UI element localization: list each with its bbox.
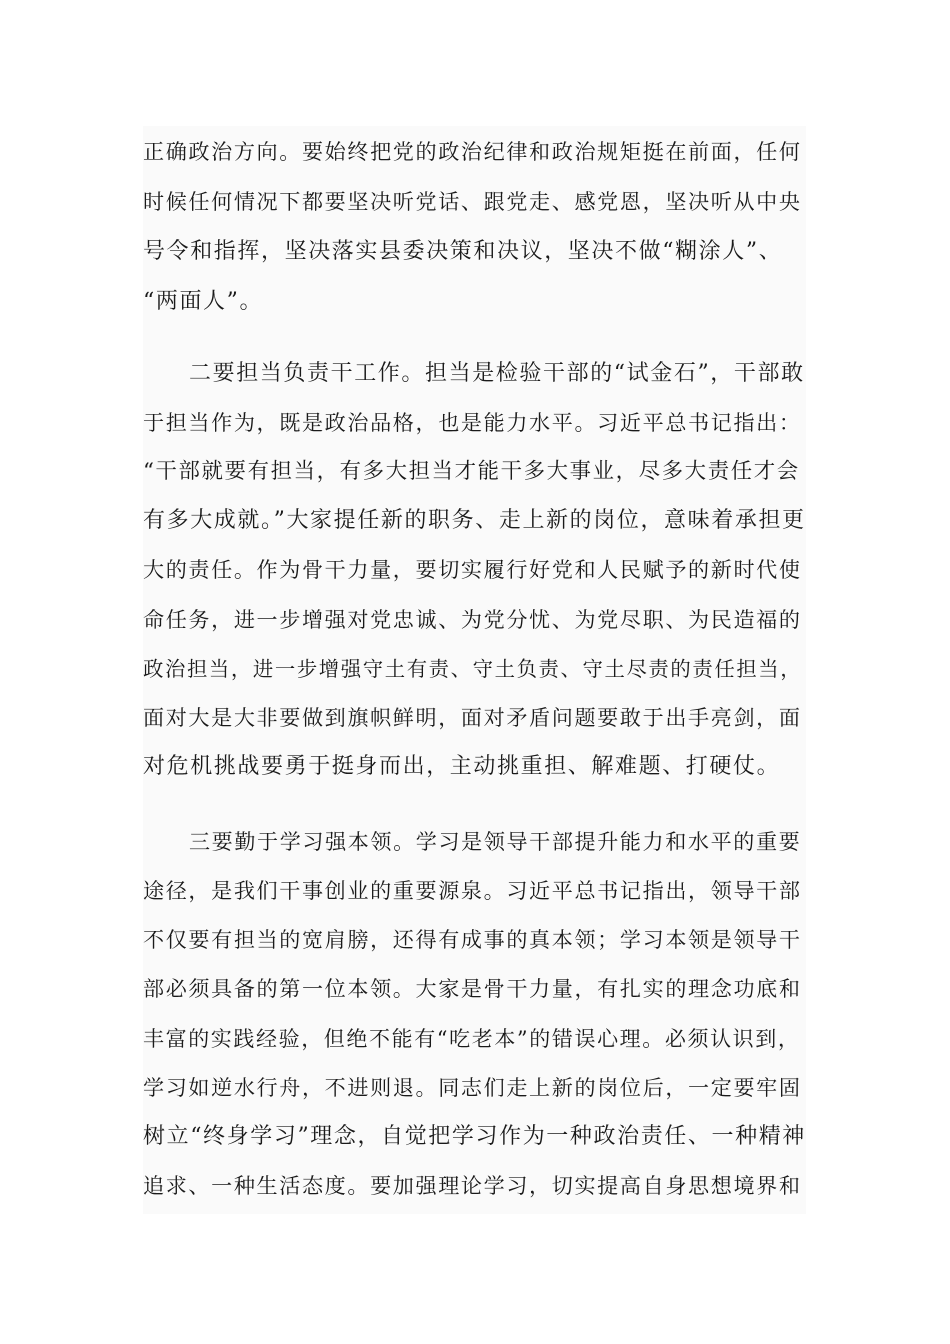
paragraph-2-line-8: 面对大是大非要做到旗帜鲜明，面对矛盾问题要敢于出手亮剑，面 <box>143 705 802 730</box>
paragraph-1-line-2: 时候任何情况下都要坚决听党话、跟党走、感党恩，坚决听从中央 <box>143 189 802 214</box>
document-body <box>143 126 806 1214</box>
paragraph-2-line-1: 二要担当负责干工作。担当是检验干部的“试金石”，干部敢 <box>189 361 805 386</box>
paragraph-2-line-9: 对危机挑战要勇于挺身而出，主动挑重担、解难题、打硬仗。 <box>143 754 781 779</box>
paragraph-2-line-4: 有多大成就。”大家提任新的职务、走上新的岗位，意味着承担更 <box>143 508 806 533</box>
paragraph-1-line-1: 正确政治方向。要始终把党的政治纪律和政治规矩挺在前面，任何 <box>143 139 802 164</box>
paragraph-3-line-6: 学习如逆水行舟，不进则退。同志们走上新的岗位后，一定要牢固 <box>143 1075 802 1100</box>
paragraph-3-line-7: 树立“终身学习”理念，自觉把学习作为一种政治责任、一种精神 <box>143 1124 806 1149</box>
paragraph-3-line-4: 部必须具备的第一位本领。大家是骨干力量，有扎实的理念功底和 <box>143 976 802 1001</box>
paragraph-3-line-3: 不仅要有担当的宽肩膀，还得有成事的真本领；学习本领是领导干 <box>143 927 802 952</box>
paragraph-2-line-7: 政治担当，进一步增强守土有责、守土负责、守土尽责的责任担当， <box>143 657 803 681</box>
paragraph-3-line-5: 丰富的实践经验，但绝不能有“吃老本”的错误心理。必须认识到， <box>143 1026 801 1051</box>
paragraph-2-line-5: 大的责任。作为骨干力量，要切实履行好党和人民赋予的新时代使 <box>143 557 802 582</box>
paragraph-2-line-2: 于担当作为，既是政治品格，也是能力水平。习近平总书记指出： <box>143 410 802 435</box>
paragraph-2-line-6: 命任务，进一步增强对党忠诚、为党分忧、为党尽职、为民造福的 <box>143 607 802 632</box>
paragraph-1-line-3: 号令和指挥，坚决落实县委决策和决议，坚决不做“糊涂人”、 <box>143 239 783 264</box>
paragraph-2-line-3: “干部就要有担当，有多大担当才能干多大事业，尽多大责任才会 <box>143 459 800 484</box>
paragraph-3-line-8: 追求、一种生活态度。要加强理论学习，切实提高自身思想境界和 <box>143 1173 802 1198</box>
paragraph-3-line-1: 三要勤于学习强本领。学习是领导干部提升能力和水平的重要 <box>189 829 802 854</box>
paragraph-1-line-4: “两面人”。 <box>143 289 264 314</box>
paragraph-3-line-2: 途径，是我们干事创业的重要源泉。习近平总书记指出，领导干部 <box>143 878 802 903</box>
